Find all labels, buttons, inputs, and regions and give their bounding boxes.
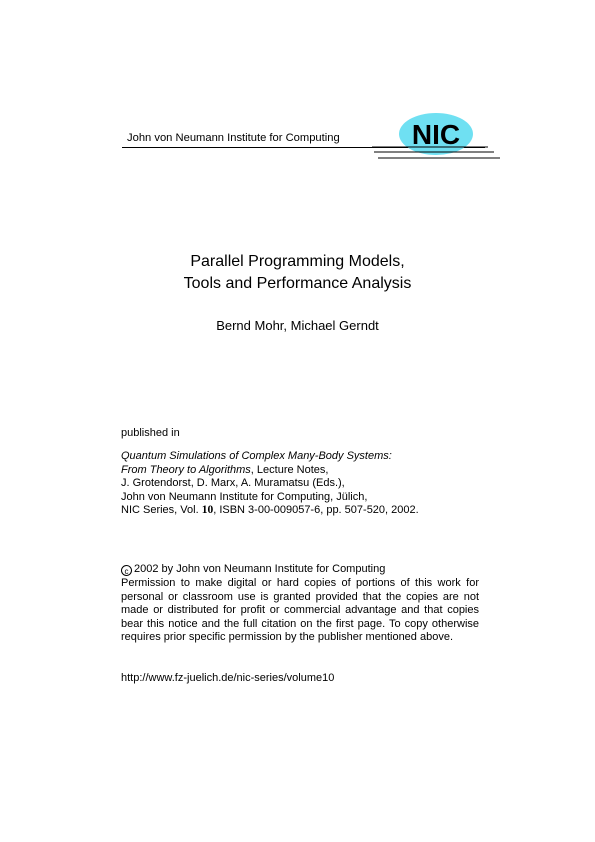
volume-number: 10 [201,504,214,517]
series-prefix: NIC Series, Vol. [121,504,202,517]
copyright-icon: c [121,565,132,576]
nic-logo [372,112,500,162]
isbn-pages: , ISBN 3-00-009057-6, pp. 507-520, 2002. [213,504,419,517]
copyright-text: 2002 by John von Neumann Institute for Computing [134,563,386,575]
book-title-line-1: Quantum Simulations of Complex Many-Body Systems: [121,450,392,462]
copyright-line [121,563,479,577]
volume-url[interactable]: http://www.fz-juelich.de/nic-series/volume10 [121,672,335,684]
publication-info [121,450,479,518]
permission-notice: Permission to make digital or hard copies of portions of this work for personal or classroom use is granted provided that the copies are not made or distributed for profit or commercial advantage and that copies bear this notice and the full citation on the first page. To copy otherwise requires prior specific permission by the publisher mentioned above. [121,577,479,644]
title-line-2: Tools and Performance Analysis [183,275,412,292]
series-note: , Lecture Notes, [250,463,329,476]
authors: Bernd Mohr, Michael Gerndt [216,318,379,333]
nic-logo-text: NIC [411,119,461,150]
editors: J. Grotendorst, D. Marx, A. Muramatsu (Eds.), [121,477,345,490]
publisher: John von Neumann Institute for Computing, Jülich, [121,490,368,503]
published-label: published in [121,427,180,439]
institute-header: John von Neumann Institute for Computing [127,132,340,144]
title-line-1: Parallel Programming Models, [190,253,405,270]
book-title-line-2: From Theory to Algorithms [121,463,251,476]
